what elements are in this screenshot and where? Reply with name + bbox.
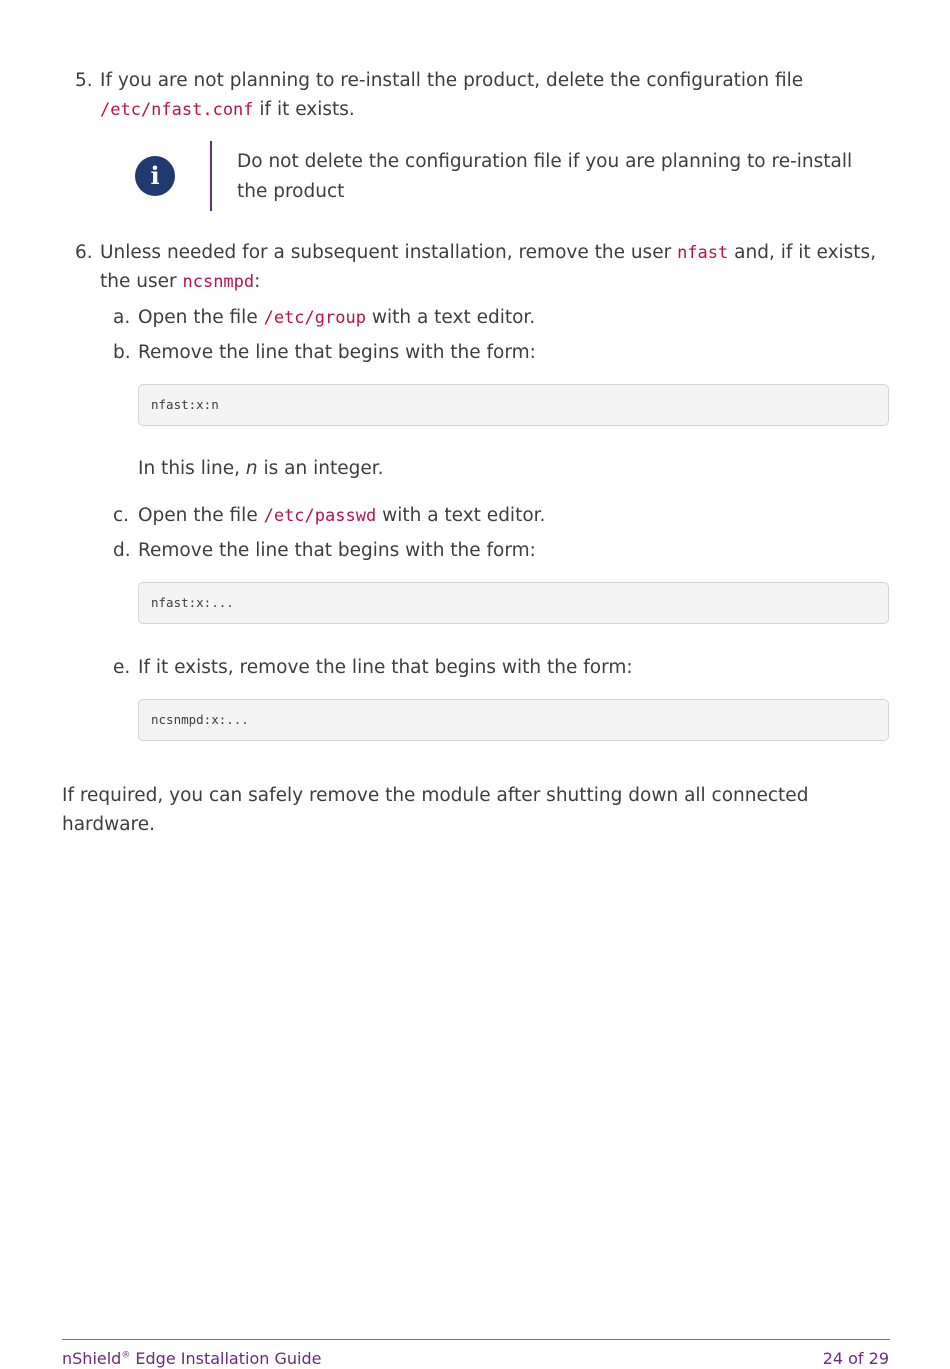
- info-icon: i: [135, 156, 175, 196]
- substep-letter: e.: [113, 657, 131, 678]
- footer-divider: [62, 1339, 890, 1340]
- substep-letter: d.: [113, 540, 131, 561]
- passwd-file-path: /etc/passwd: [263, 506, 377, 526]
- substep-b-explanation: In this line, n is an integer.: [138, 458, 384, 479]
- closing-paragraph: If required, you can safely remove the module after shutting down all connected: [62, 785, 809, 806]
- note-divider: [210, 141, 212, 211]
- step-text-line2: /etc/nfast.conf if it exists.: [100, 99, 355, 120]
- closing-paragraph-line2: hardware.: [62, 814, 156, 835]
- step-text-line2: the user ncsnmpd:: [100, 271, 261, 292]
- note-text-line2: the product: [237, 181, 345, 202]
- footer-title: nShield® Edge Installation Guide: [62, 1349, 322, 1368]
- step-number: 5.: [75, 70, 93, 91]
- substep-a-text: Open the file /etc/group with a text editor.: [138, 307, 536, 328]
- note-text: Do not delete the configuration file if you are planning to re-install: [237, 151, 853, 172]
- substep-letter: c.: [113, 505, 130, 526]
- step-text: If you are not planning to re-install the product, delete the configuration file: [100, 70, 804, 91]
- group-file-path: /etc/group: [263, 308, 366, 328]
- config-file-path: /etc/nfast.conf: [100, 100, 254, 120]
- code-block: nfast:x:n: [138, 384, 889, 426]
- code-block: ncsnmpd:x:...: [138, 699, 889, 741]
- step-text: Unless needed for a subsequent installation, remove the user nfast and, if it exists,: [100, 242, 877, 263]
- page-number: 24 of 29: [822, 1349, 889, 1368]
- substep-b-text: Remove the line that begins with the form:: [138, 342, 536, 363]
- code-block: nfast:x:...: [138, 582, 889, 624]
- substep-c-text: Open the file /etc/passwd with a text editor.: [138, 505, 546, 526]
- step-number: 6.: [75, 242, 93, 263]
- user-nfast: nfast: [677, 243, 729, 263]
- substep-letter: a.: [113, 307, 131, 328]
- substep-d-text: Remove the line that begins with the form:: [138, 540, 536, 561]
- substep-e-text: If it exists, remove the line that begins with the form:: [138, 657, 633, 678]
- user-ncsnmpd: ncsnmpd: [182, 272, 255, 292]
- substep-letter: b.: [113, 342, 131, 363]
